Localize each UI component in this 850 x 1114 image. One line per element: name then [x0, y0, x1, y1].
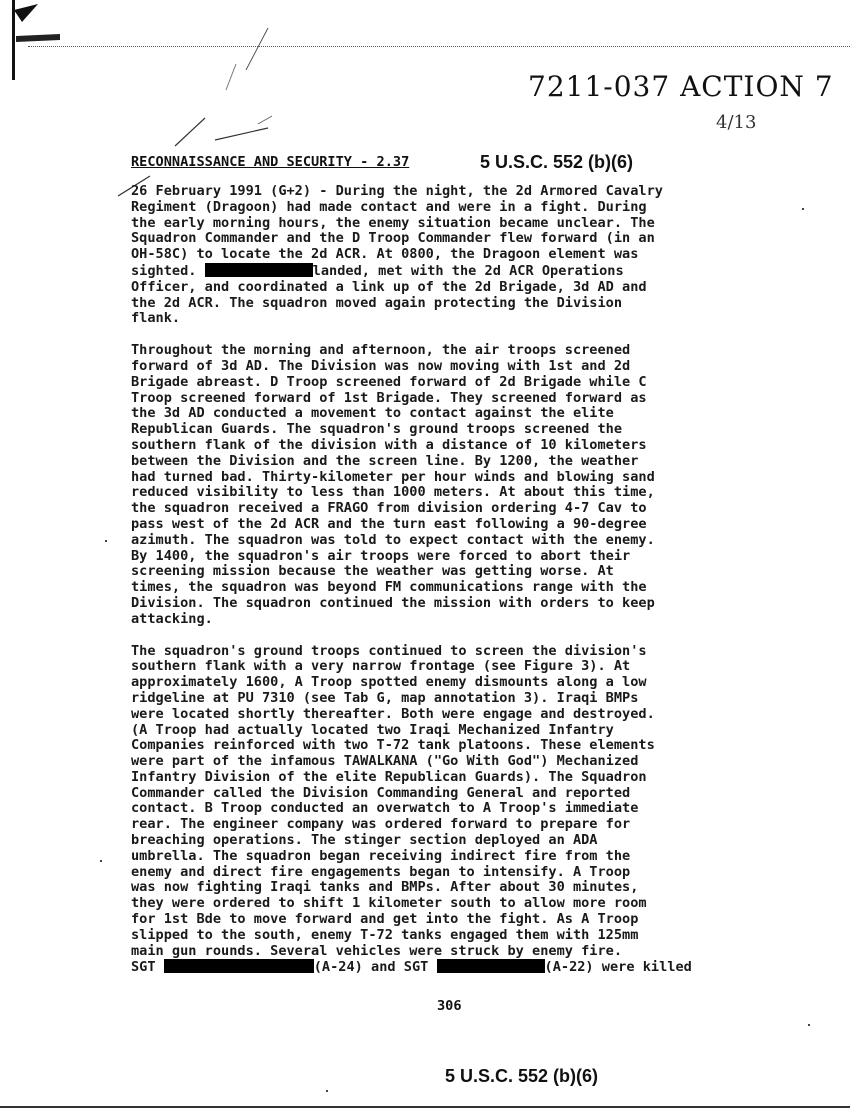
scan-speck: [808, 1024, 810, 1026]
redaction-box: [437, 959, 545, 973]
exemption-stamp-bottom: 5 U.S.C. 552 (b)(6): [445, 1066, 599, 1086]
scan-speck: [105, 540, 107, 542]
scan-speck: [100, 860, 102, 862]
scan-speck: [326, 1090, 328, 1092]
exemption-stamp-top: 5 U.S.C. 552 (b)(6): [480, 152, 634, 172]
document-body: [131, 184, 771, 992]
paragraph-ground-troops: [131, 644, 771, 977]
paragraph-text: The squadron's ground troops continued to screen the division's southern flank with a very narrow frontage (see Figure 3). At approximately 1600, A Troop spotted enemy dismounts along a low ridgeline at PU 7310 (see Tab G, map annotation 3). Iraqi BMPs were located shortly thereafter. Both were engage and destroyed. (A Troop had actually located two Iraqi Mechanized Infantry Companies reinforced with two T-72 tank platoons. These elements were part of the infamous TAWALKANA ("Go With God") Mechanized Infantry Division of the elite Republican Guards). The Squadron Commander called the Division Commanding General and reported contact. B Troop conducted an overwatch to A Troop's immediate rear. The engineer company was ordered forward to prepare for breaching operations. The stinger section deployed an ADA umbrella. The squadron began receiving indirect fire from the enemy and direct fire engagements began to intensify. A Troop was now fighting Iraqi tanks and BMPs. After about 30 minutes, they were ordered to shift 1 kilometer south to allow more room for 1st Bde to move forward and get into the fight. As A Troop slipped to the south, enemy T-72 tanks engaged them with 125mm main gun rounds. Several vehicles were struck by enemy fire. SGT: [131, 642, 655, 976]
scan-speck: [802, 208, 804, 210]
paragraph-text: (A-24) and SGT: [313, 959, 437, 976]
paragraph-text: (A-22) were killed: [544, 959, 692, 976]
paragraph-morning-afternoon: Throughout the morning and afternoon, the air troops screened forward of 3d AD. The Division was now moving with 1st and 2d Brigade abreast. D Troop screened forward of 2d Brigade while C Troop screened forward of 1st Brigade. They screened forward as the 3d AD conducted a movement to contact against the elite Republican Guards. The squadron's ground troops screened the southern flank of the division with a distance of 10 kilometers between the Division and the screen line. By 1200, the weather had turned bad. Thirty-kilometer per hour winds and blowing sand reduced visibility to less than 1000 meters. At about this time, the squadron received a FRAGO from division ordering 4-7 Cav to pass west of the 2d ACR and the turn east following a 90-degree azimuth. The squadron was told to expect contact with the enemy. By 1400, the squadron's air troops were forced to abort their screening mission because the weather was getting worse. At times, the squadron was beyond FM communications range with the Division. The squadron continued the mission with orders to keep attacking.: [131, 342, 655, 627]
redaction-box: [205, 263, 313, 277]
paragraph-text: landed, met with the 2d ACR Operations Officer, and coordinated a link up of the 2d Brigade, 3d AD and the 2d ACR. The squadron moved again protecting the Division flank.: [131, 262, 647, 327]
handwritten-reference-number: 7211-037 ACTION 7: [528, 70, 834, 103]
scan-bottom-line: [0, 1106, 850, 1108]
page-number: 306: [437, 998, 462, 1014]
section-heading: RECONNAISSANCE AND SECURITY - 2.37: [131, 154, 410, 170]
redaction-box: [164, 959, 314, 973]
handwritten-note: 4/13: [716, 112, 757, 133]
paragraph-feb-26: [131, 184, 771, 327]
paragraph-text: 26 February 1991 (G+2) - During the night, the 2d Armored Cavalry Regiment (Dragoon) had made contact and were in a fight. During the early morning hours, the enemy situation became unclear. The Squadron Commander and the D Troop Commander flew forward (in an OH-58C) to locate the 2d ACR. At 0800, the Dragoon element was sighted.: [131, 183, 663, 279]
